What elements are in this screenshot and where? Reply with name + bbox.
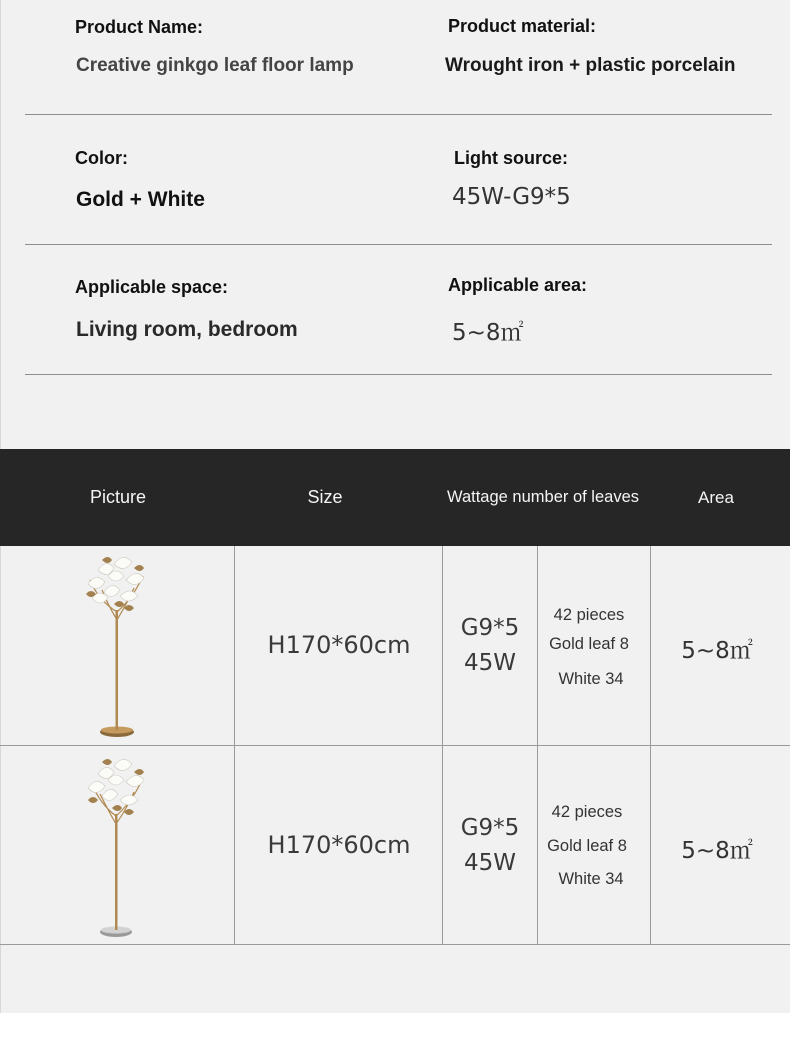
grid-line <box>0 745 790 746</box>
watt-value: 45W <box>463 650 516 676</box>
applicable-area-value: 5~8㎡ <box>452 320 524 346</box>
watt-value: 45W <box>463 850 516 876</box>
color-label: Color: <box>75 148 128 168</box>
gold-leaves: Gold leaf 8 <box>549 635 629 653</box>
grid-line <box>0 944 790 945</box>
applicable-space-value: Living room, bedroom <box>76 318 298 341</box>
divider <box>25 244 772 245</box>
floor-lamp-image <box>78 750 158 940</box>
header-picture: Picture <box>89 487 147 507</box>
white-leaves: White 34 <box>558 670 624 688</box>
size-value: H170*60cm <box>267 831 411 859</box>
divider <box>25 114 772 115</box>
product-name-value: Creative ginkgo leaf floor lamp <box>76 55 354 76</box>
white-leaves: White 34 <box>558 870 624 888</box>
header-wattage-leaves: Wattage number of leaves <box>447 488 639 506</box>
gold-leaves: Gold leaf 8 <box>547 837 627 855</box>
light-source-value: 45W-G9*5 <box>452 184 571 210</box>
header-size: Size <box>307 487 343 507</box>
applicable-area-label: Applicable area: <box>448 275 588 295</box>
leaves-count: 42 pieces <box>551 803 623 821</box>
light-source-label: Light source: <box>454 148 569 168</box>
bulb-value: G9*5 <box>460 815 520 841</box>
size-value: H170*60cm <box>267 631 411 659</box>
area-value: 5~8㎡ <box>681 638 753 664</box>
product-name-label: Product Name: <box>75 17 204 37</box>
table-header <box>0 449 790 546</box>
divider <box>25 374 772 375</box>
area-value: 5~8㎡ <box>681 838 753 864</box>
leaves-count: 42 pieces <box>553 606 625 624</box>
bulb-value: G9*5 <box>460 615 520 641</box>
applicable-space-label: Applicable space: <box>75 277 229 297</box>
product-material-value: Wrought iron + plastic porcelain <box>445 55 736 76</box>
floor-lamp-image <box>78 550 158 740</box>
product-material-label: Product material: <box>448 16 597 36</box>
color-value: Gold + White <box>76 188 205 211</box>
header-area: Area <box>698 488 734 507</box>
